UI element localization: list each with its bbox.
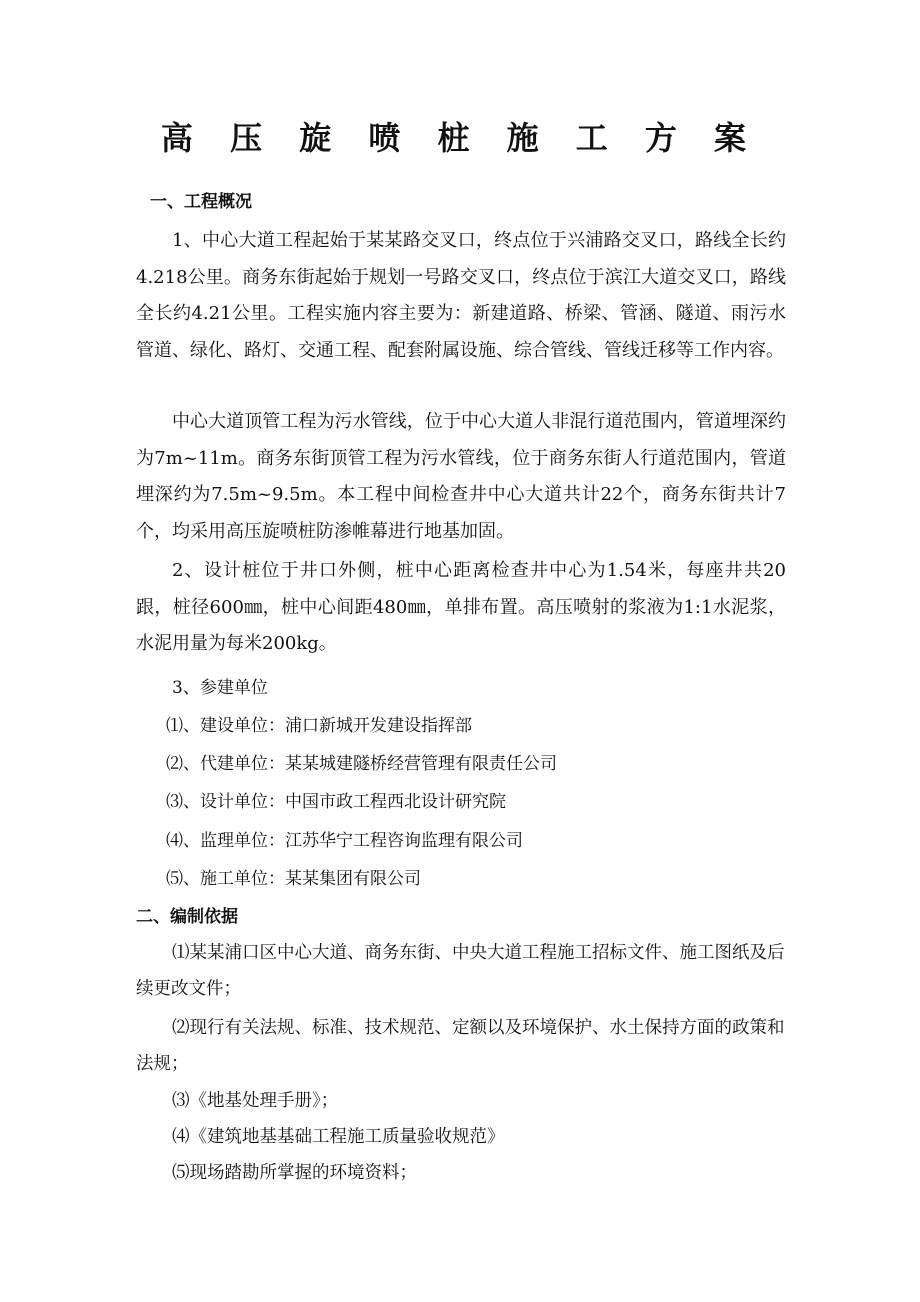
unit-item: ⑴、建设单位：浦口新城开发建设指挥部 <box>166 716 472 736</box>
basis-item: ⑴某某浦口区中心大道、商务东街、中央大道工程施工招标文件、施工图纸及后续更改文件； <box>136 943 785 999</box>
paragraph-pipe-jacking: 中心大道顶管工程为污水管线，位于中心大道人非混行道范围内，管道埋深约为7m~11m。商务东街顶管工程为污水管线，位于商务东街人行道范围内，管道埋深约为7.5m~9.5m。本工程中间检查井中心大道共计22个，商务东街共计7个，均采用高压旋喷桩防渗帷幕进行地基加固。 <box>136 411 786 542</box>
paragraph-pile-design: 2、设计桩位于井口外侧，桩中心距离检查井中心为1.54米，每座井共20跟，桩径600㎜，桩中心间距480㎜，单排布置。高压喷射的浆液为1:1水泥浆，水泥用量为每米200kg。 <box>136 560 786 654</box>
basis-item: ⑷《建筑地基基础工程施工质量验收规范》 <box>172 1127 505 1147</box>
units-heading: 3、参建单位 <box>172 678 268 698</box>
section-heading-basis: 二、编制依据 <box>136 907 238 927</box>
document-title: 高 压 旋 喷 桩 施 工 方 案 <box>160 119 760 157</box>
unit-item: ⑷、监理单位：江苏华宁工程咨询监理有限公司 <box>166 831 523 851</box>
unit-item: ⑶、设计单位：中国市政工程西北设计研究院 <box>166 792 506 812</box>
unit-item: ⑸、施工单位：某某集团有限公司 <box>166 869 421 889</box>
unit-item: ⑵、代建单位：某某城建隧桥经营管理有限责任公司 <box>166 754 557 774</box>
paragraph-project-scope: 1、中心大道工程起始于某某路交叉口，终点位于兴浦路交叉口，路线全长约4.218公里。商务东街起始于规划一号路交叉口，终点位于滨江大道交叉口，路线全长约4.21公里。工程实施内容主要为：新建道路、桥梁、管涵、隧道、雨污水管道、绿化、路灯、交通工程、配套附属设施、综合管线、管线迁移等工作内容。 <box>136 230 786 361</box>
basis-item: ⑵现行有关法规、标准、技术规范、定额以及环境保护、水土保持方面的政策和法规； <box>136 1018 785 1074</box>
basis-item: ⑸现场踏勘所掌握的环境资料； <box>172 1163 417 1183</box>
section-heading-overview: 一、工程概况 <box>150 192 252 212</box>
basis-item: ⑶《地基处理手册》； <box>172 1091 339 1111</box>
